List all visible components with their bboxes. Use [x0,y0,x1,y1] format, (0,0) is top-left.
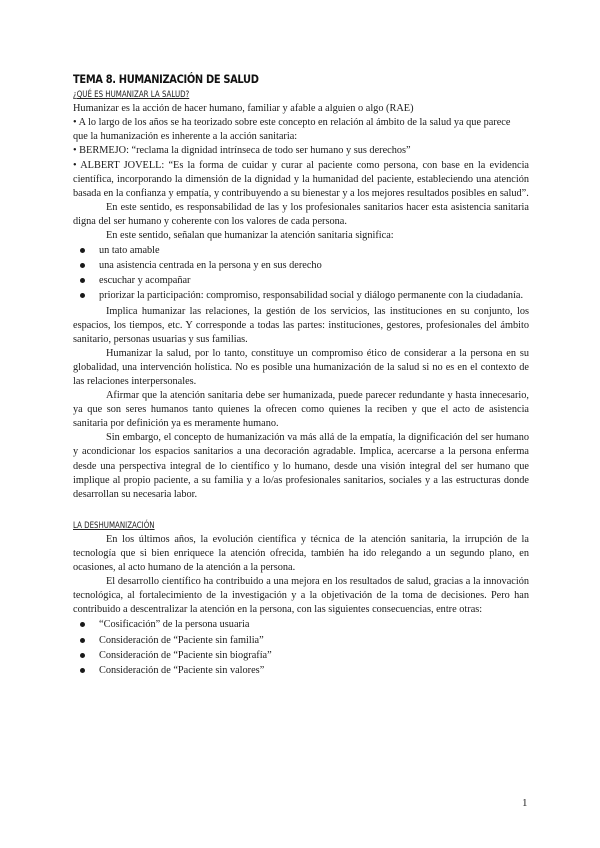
list-item: escuchar y acompañar [73,274,529,288]
document-page [73,72,529,679]
bullet-list-humanizar [73,244,529,303]
list-item: Consideración de “Paciente sin familia” [73,634,529,648]
bermejo-quote: • BERMEJO: “reclama la dignidad intrínseca de todo ser humano y sus derechos” [73,145,411,157]
intro-line-continued: que la humanización es inherente a la acción sanitaria: [73,131,298,143]
definition-line: Humanizar es la acción de hacer humano, familiar y afable a alguien o algo (RAE) [73,103,414,115]
list-item: un tato amable [73,244,529,258]
intro-line: • A lo largo de los años se ha teorizado sobre este concepto en relación al ámbito de la salud ya que parece [73,117,511,129]
jovell-quote: • ALBERT JOVELL: “Es la forma de cuidar y curar al paciente como persona, con base en la evidencia científica, incorporando la dimensión de la dignidad y la humanidad del paciente, estableciendo una atención basada en la confianza y empatía, y contribuyendo a su bienestar y a los mejores resultados posibles en salud”. [73,159,529,199]
page-number: 1 [522,797,528,809]
section-heading-deshumanizacion: LA DESHUMANIZACIÓN [73,520,155,531]
list-item: “Cosificación” de la persona usuaria [73,618,529,632]
paragraph-desarrollo: El desarrollo científico ha contribuido a una mejora en los resultados de salud, gracias a la innovación tecnológica, al fortalecimiento de la investigación y a la objetivación de la toma de decisiones. Pero han contribuido a descentralizar la atención en la persona, con las siguientes consecuencias, entre otras: [73,576,529,616]
paragraph-sin-embargo: Sin embargo, el concepto de humanización va más allá de la empatía, la dignificación del ser humano y acondicionar los espacios sanitarios a una decoración agradable. Implica, acercarse a la persona enferma desde una perspectiva integral de lo científico y lo humano, desde una visión integral del ser humano que implique al propio paciente, a su familia y a lo/as profesionales sanitarios, sociales y a las estructuras donde desarrollan su necesaria labor. [73,432,529,500]
document-title: TEMA 8. HUMANIZACIÓN DE SALUD [73,72,259,86]
list-item: una asistencia centrada en la persona y en sus derecho [73,259,529,273]
list-item: Consideración de “Paciente sin biografía” [73,649,529,663]
paragraph-afirmar: Afirmar que la atención sanitaria debe ser humanizada, puede parecer redundante y hasta innecesario, ya que son seres humanos tanto quienes la ofrecen como quienes la reciben y que el acto de asistencia sanitaria por definición ya es meramente humano. [73,390,529,430]
paragraph-implica: Implica humanizar las relaciones, la gestión de los servicios, las instituciones en su conjunto, los espacios, los tiempos, etc. Y corresponde a todas las partes: instituciones, gestores, profesionales del ámbito sanitario, personas usuarias y sus familias. [73,305,529,345]
paragraph-compromiso: Humanizar la salud, por lo tanto, constituye un compromiso ético de considerar a la persona en su globalidad, una intervención holística. No es posible una humanización de la salud si no es en el contexto de las relaciones interpersonales. [73,347,529,387]
paragraph-responsabilidad: En este sentido, es responsabilidad de las y los profesionales sanitarios hacer esta asistencia sanitaria digna del ser humano y coherente con los valores de cada persona. [73,201,529,227]
paragraph-ultimos-anos: En los últimos años, la evolución científica y técnica de la atención sanitaria, la irrupción de la tecnología que si bien enriquece la atención ofrecida, también ha ido relegando a un segundo plano, en ocasiones, al acto humano de la atención a la persona. [73,533,529,574]
list-item: priorizar la participación: compromiso, responsabilidad social y diálogo permanente con la ciudadanía. [73,289,529,303]
section-heading-humanizar: ¿QUÉ ES HUMANIZAR LA SALUD? [73,90,190,101]
list-item: Consideración de “Paciente sin valores” [73,664,529,678]
bullet-list-consecuencias [73,618,529,677]
paragraph-significa: En este sentido, señalan que humanizar la atención sanitaria significa: [106,230,394,242]
